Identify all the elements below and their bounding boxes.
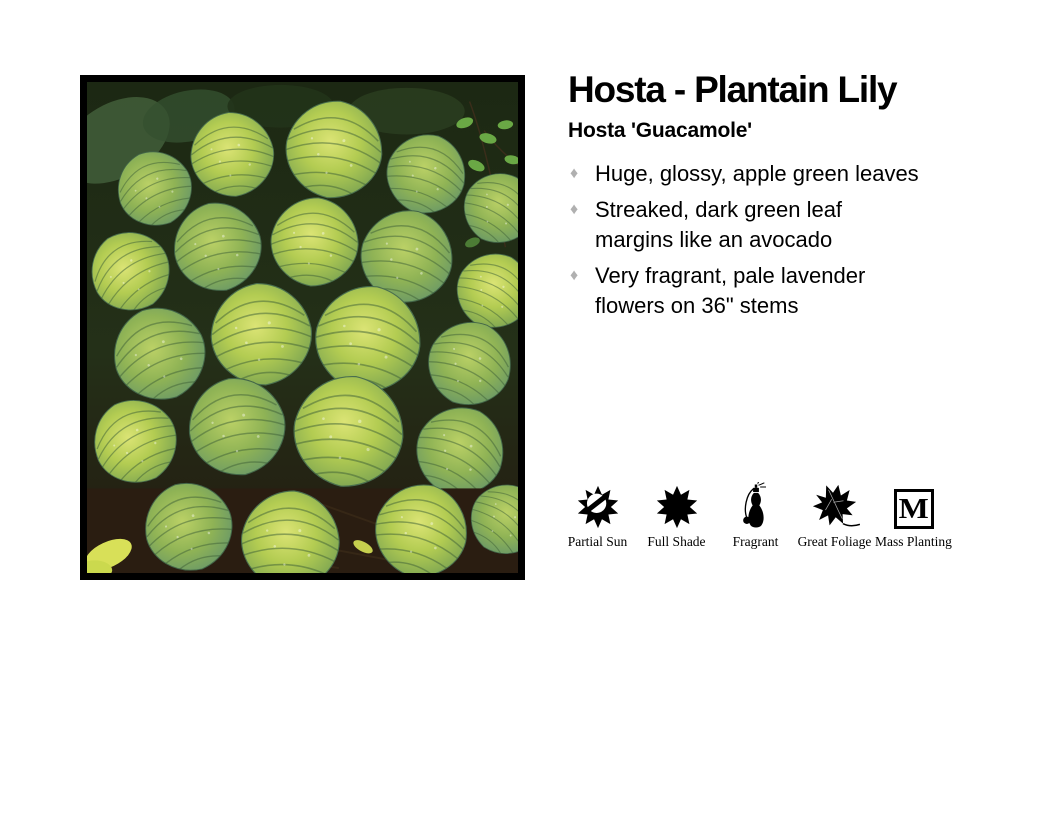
attribute-partial-sun [558,481,637,550]
mass-planting-icon [894,481,934,533]
feature-item [568,261,968,321]
feature-line: ♦ Huge, glossy, apple green leaves [595,160,919,186]
partial-sun-icon [575,481,621,533]
feature-line: ♦ Very fragrant, pale lavender [595,262,866,288]
attribute-label: Partial Sun [567,534,628,549]
great-foliage-icon [810,481,860,533]
feature-line: flowers on 36" stems [595,292,799,318]
mass-planting-glyph: M [898,492,929,525]
feature-item [568,159,968,189]
feature-item [568,195,968,255]
plant-info [568,70,968,327]
feature-line: margins like an avocado [595,226,833,252]
attribute-label: Great Foliage [797,534,872,549]
plant-photo-frame [80,75,525,580]
attribute-label: Fragrant [732,534,779,549]
mass-planting-letter-box [894,489,934,529]
full-shade-icon [654,481,700,533]
attribute-great-foliage [795,481,874,550]
page-title: Hosta - Plantain Lily [568,69,897,110]
hosta-photo [87,82,518,573]
attribute-mass-planting [874,481,953,550]
feature-line: ♦ Streaked, dark green leaf [595,196,843,222]
attribute-label: Mass Planting [875,534,952,549]
cultivar-name: Hosta 'Guacamole' [568,118,752,142]
attribute-full-shade [637,481,716,550]
feature-list [568,159,968,321]
fragrant-icon [739,481,773,533]
attribute-label: Full Shade [647,534,706,549]
attribute-fragrant [716,481,795,550]
attribute-icons-row [558,481,953,550]
